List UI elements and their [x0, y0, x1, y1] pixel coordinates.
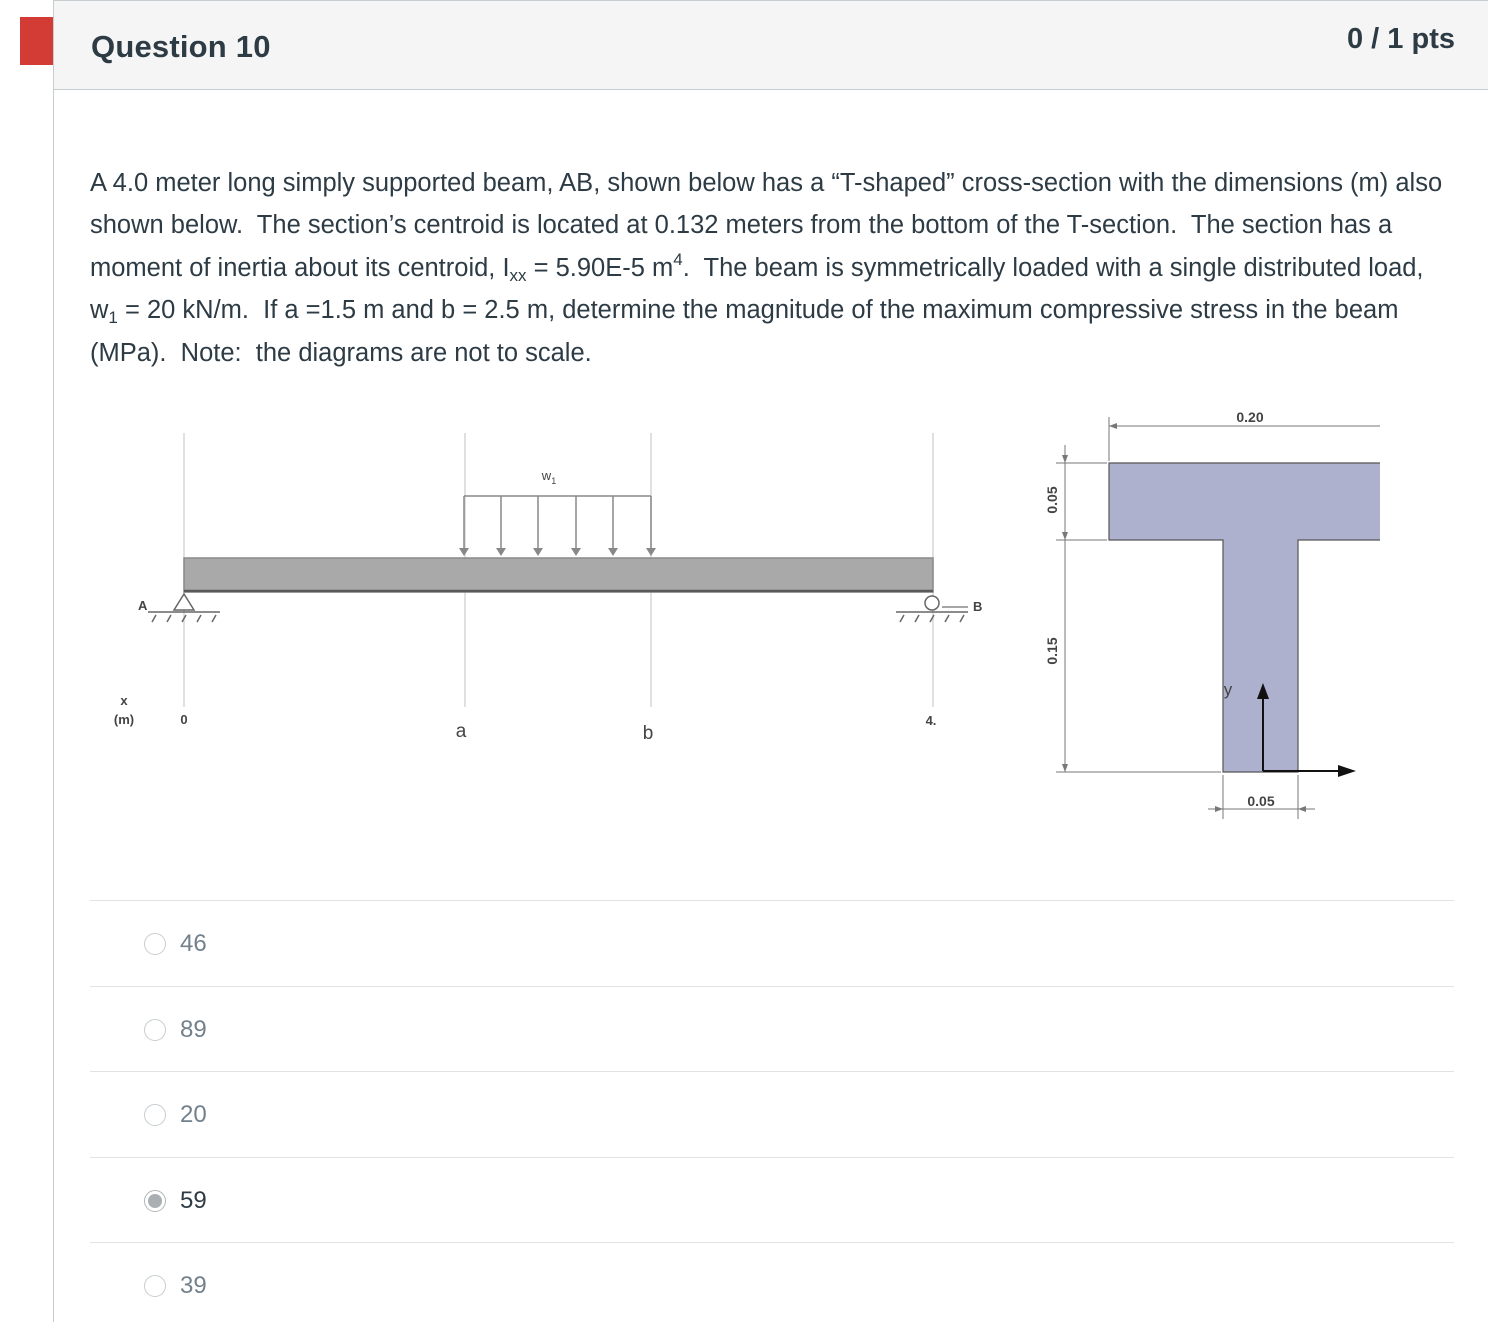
t-section	[1109, 463, 1380, 772]
roller-support-b	[896, 596, 968, 622]
tick-a: a	[455, 721, 467, 742]
dim-web-height-label: 0.15	[1044, 637, 1060, 665]
beam-figure	[90, 395, 1380, 835]
question-points: 0 / 1 pts	[1347, 23, 1455, 55]
tick-4: 4.	[925, 713, 937, 728]
answer-list	[90, 900, 1454, 1328]
support-a-label: A	[138, 598, 148, 613]
question-text-part: . The beam is symmetrically loaded with a single distributed load, w	[90, 253, 1424, 325]
answer-option[interactable]	[90, 900, 1454, 986]
dim-web-width-label: 0.05	[1247, 793, 1275, 809]
radio-button[interactable]	[144, 1275, 166, 1297]
axis-unit-label: (m)	[113, 712, 135, 727]
radio-button-checked[interactable]	[144, 1190, 166, 1212]
axis-x-label: x	[120, 693, 128, 708]
question-text-part: A 4.0 meter long simply supported beam, AB, shown below has a “T-shaped” cross-section with the dimensions (m) also shown below. The section’s centroid is located at 0.132 meters from the bottom of the T-section. The section has a moment of inertia about its centroid, I	[90, 169, 1443, 282]
answer-option-selected[interactable]	[90, 1157, 1454, 1243]
answer-label: 46	[180, 930, 207, 957]
question-title: Question 10	[91, 29, 271, 64]
tick-b: b	[642, 723, 654, 744]
radio-button[interactable]	[144, 933, 166, 955]
support-b-label: B	[973, 599, 983, 614]
distributed-load	[459, 496, 656, 556]
axis-y-label: y	[1223, 680, 1233, 699]
tick-0: 0	[180, 712, 188, 727]
load-label: $w_1$	[541, 468, 557, 486]
answer-label: 39	[180, 1272, 207, 1299]
dim-top-width-label: 0.20	[1236, 409, 1264, 425]
subscript-1: 1	[108, 308, 118, 328]
answer-option[interactable]	[90, 1071, 1454, 1157]
pin-support-a	[148, 594, 220, 622]
answer-label: 89	[180, 1015, 207, 1043]
beam	[184, 558, 933, 592]
superscript-4: 4	[673, 249, 683, 269]
answer-label: 59	[180, 1186, 207, 1214]
question-text-part: = 5.90E-5 m	[526, 253, 674, 282]
subscript-xx: xx	[509, 265, 527, 285]
answer-label: 20	[180, 1101, 207, 1128]
answer-option[interactable]	[90, 986, 1454, 1072]
radio-button[interactable]	[144, 1104, 166, 1126]
dim-flange-height-label: 0.05	[1044, 486, 1060, 514]
question-text	[90, 162, 1455, 374]
t-section-diagram	[1044, 409, 1380, 819]
beam-diagram	[114, 433, 983, 744]
question-header	[54, 1, 1488, 90]
answer-option[interactable]	[90, 1242, 1454, 1328]
question-text-part: = 20 kN/m. If a =1.5 m and b = 2.5 m, determine the magnitude of the maximum compressive stress in the beam (MPa). Note: the diagrams are not to scale.	[90, 296, 1399, 367]
radio-button[interactable]	[144, 1019, 166, 1041]
